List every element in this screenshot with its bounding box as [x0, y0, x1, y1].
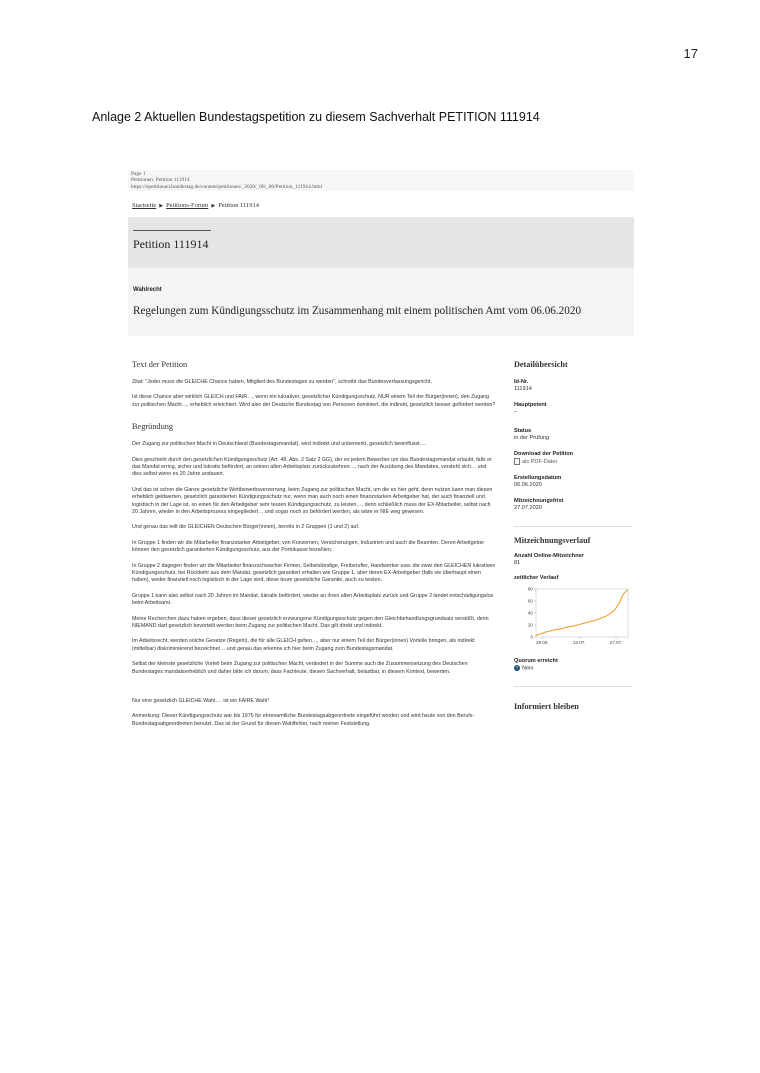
pdf-file-icon: [514, 458, 520, 465]
print-header: [128, 170, 634, 191]
x-tick-label: 13.07.: [572, 639, 586, 645]
reason-paragraph: Selbst der kleinste gesetzliche Vorteil beim Zugang zur politischen Macht, verändert in der Summe auch die Zusammensetzung des Deutschen Bundestages mandatserheblich und daher bitte ich darum, dass Fachleute, diesen Sachverhalt, belastbar, in diesem Kontext, bewerten.: [132, 661, 468, 675]
main-column: [132, 360, 496, 736]
reason-paragraph: In Gruppe 2 dagegen finden wir die Mitarbeiter finanzschwacher Firmen, Selbstständige, Freiberufler, Handwerker usw. die zwar den GLEICHEN lukrativen Kündigungsschutz, bei Rückkehr aus dem Mandat, gesetzlich garantiert erhalten wie Gruppe 1, aber deren EX-Arbeitgeber (falls sie überhaupt einen haben), weder finanziell noch logistisch in der Lage sind, diese teure gesetzliche Garantie, auch zu leisten.: [132, 562, 496, 584]
y-tick-label: 0: [530, 634, 533, 640]
x-tick-label: 29.06.: [536, 639, 549, 645]
reason-paragraph: Und genau das teilt die GLEICHEN Deutschen Bürger(innen), bereits in 2 Gruppen (1 und 2) auf.: [132, 524, 360, 531]
deadline-value: 27.07.2020: [514, 504, 542, 511]
status-label: Status: [514, 427, 532, 434]
detail-title: Detailübersicht: [514, 359, 568, 369]
text-paragraph: Ist diese Chance aber wirklich GLEICH und FAIR…, wenn ein lukrativer, gesetzlicher Kündigungsschutz, NUR einem Teil der Bürger(innen), den Zugang zur politischen Macht…, erheblich erleichtert. Wird also der Deutsche Bundestag von Personen dominiert, die indirekt, gesetzlich besser gefördert werden?: [132, 394, 496, 408]
reason-paragraph: Meine Recherchen dazu haben ergeben, dass dieser gesetzlich erzwungene Kündigungsschutz gegen den Gleichbehandlungsgrundsatz verstößt, denn NIEMAND darf gesetzlich bevorteilt werden beim Zugang zur politischen Macht. Das gilt direkt und indirekt.: [132, 615, 489, 630]
signature-chart-svg: [514, 585, 632, 649]
text-heading: Text der Petition: [132, 359, 188, 369]
quorum-value: Nein: [522, 665, 534, 672]
pdf-download-link[interactable]: [514, 458, 632, 466]
created-label: Erstellungsdatum: [514, 474, 562, 481]
print-header-page: Page 1: [131, 171, 146, 177]
breadcrumb-home-link[interactable]: Startseite: [132, 201, 157, 209]
reason-paragraph: Dies geschieht durch den gesetzlichen Kündigungsschutz (Art. 48, Abs. 2 Satz 2 GG), der es jedem Bewerber um das Bundestagsmandat erlaubt, falls er das Mandat erring, sicher und lukrativ befördert, an seinen alten Arbeitsplatz zurückzukehren…, nach der Ausübung des Mandates, versteht sich… und dies selbst wenn es 20 Jahre andauert.: [132, 456, 492, 478]
print-header-url: https://epetitionen.bundestag.de/content/petitionen/_2020/_06/_06/Petition_111914.html: [131, 183, 323, 190]
created-value: 06.06.2020: [514, 481, 542, 488]
petition-title: Petition 111914: [133, 236, 209, 251]
title-rule: [133, 230, 211, 231]
print-header-title: Petitionen: Petition 111914: [131, 177, 190, 184]
petent-value: –: [514, 408, 518, 415]
document-heading: Anlage 2 Aktuellen Bundestagspetition zu diesem Sachverhalt PETITION 111914: [92, 110, 540, 124]
petent-label: Hauptpetent: [514, 401, 547, 408]
closing-line: Nur eine gesetzlich GLEICHE Wahl…. ist ein FAIRE Wahl!: [132, 698, 269, 705]
y-tick-label: 20: [527, 622, 533, 628]
quorum-value-row: [514, 665, 632, 672]
sidebar: [514, 360, 632, 711]
chart-plot-area: [536, 589, 628, 637]
question-circle-icon[interactable]: ?: [515, 664, 519, 670]
page-number: 17: [683, 46, 698, 61]
id-value: 111914: [514, 385, 532, 392]
reason-paragraph: In Gruppe 1 finden wir die Mitarbeiter finanzstarker Arbeitgeber, von Konzernen, Versicherungen, Industrien und auch die Beamten. Deren Arbeitgeber können den gesetzlich garantierten Kündigungsschutz, aus der Portokasse bezahlen.: [132, 539, 485, 554]
reason-paragraph: Gruppe 1 kann also selbst nach 20 Jahren im Mandat, lukrativ befördert, wieder an ihren alten Arbeitsplatz zurück und Gruppe 2 landet entschädigungslos beim Arbeitsamt.: [132, 592, 494, 607]
reason-heading: Begründung: [132, 422, 174, 432]
text-paragraph: Zitat: "Jeder muss die GLEICHE Chance haben, Mitglied des Bundestages zu werden", schreibt das Bundesverfassungsgericht.: [132, 378, 432, 385]
reason-paragraph: Und das ist schon die Ganze gesetzliche Wettbewerbsverzerrung, beim Zugang zur politischen Macht, um die es hier geht, denn nutzen kann man diesen erheblich geldwerten, gesetzlich garantierten Kündigungsschutz nur, wenn man auch noch einen finanzstarken Arbeitgeber hat, der auch finanziell und logistisch in der Lage ist, so einen für den Arbeitgeber sehr teuren Kündigungsschutz, zu leisten…, denn schließlich muss der EX-Mitarbeiter, selbst nach 20 Jahren, wieder in den Arbeitsprozess eingegliedert… und sogar noch so befördert werden, als wäre er NIE weg gewesen.: [132, 486, 493, 515]
y-tick-label: 40: [527, 610, 533, 616]
reason-paragraph: Im Arbeitsrecht, werden solche Gesetze (Regeln), die für alle GLEICH gelten…, aber nur einem Teil der Bürger(innen) Vorteile bringen, als indirekt (mittelbar) diskriminierend bezeichnet… und genau das erkenne ich hier beim Zugang zum Bundestagsmandat.: [132, 638, 475, 652]
status-value: in der Prüfung: [514, 434, 550, 441]
deadline-label: Mitzeichnungsfrist: [514, 497, 564, 504]
online-label: Anzahl Online-Mitzeichner: [514, 552, 584, 559]
informed-title: Informiert bleiben: [514, 702, 579, 712]
reason-paragraph: Der Zugang zur politischen Macht in Deutschland (Bundestagsmandat), wird indirekt und unbemerkt, gesetzlich beeinflusst….: [132, 441, 427, 448]
history-title: Mitzeichnungsverlauf: [514, 535, 591, 545]
pdf-link-label: als PDF-Datei: [522, 458, 557, 465]
signature-chart: [514, 585, 632, 654]
breadcrumb-arrow-icon: ▶: [159, 203, 164, 209]
category-label: Wahlrecht: [133, 286, 162, 293]
id-label: Id-Nr.: [514, 378, 529, 385]
topic-box: [128, 268, 634, 336]
petition-screenshot: [128, 170, 634, 727]
download-label: Download der Petition: [514, 450, 574, 457]
petition-title-box: [128, 217, 634, 268]
note-paragraph: Anmerkung: Dieser Kündigungsschutz war bis 1975 für ehrenamtliche Bundestagsabgeordnete eingeführt worden und wird heute von den Berufs-Bundestagsabgeordneten benutzt. Das ist der Grund für diesen Wahlfehler, nach meiner Feststellung.: [132, 713, 475, 727]
breadcrumb-arrow-icon: ▶: [211, 203, 216, 209]
quorum-label: Quorum erreicht: [514, 657, 558, 664]
breadcrumb-forum-link[interactable]: Petitions-Forum: [166, 201, 209, 209]
sidebar-divider: [514, 686, 632, 687]
petition-subject: Regelungen zum Kündigungsschutz im Zusammenhang mit einem politischen Amt vom 06.06.2020: [133, 304, 582, 317]
y-tick-label: 80: [527, 586, 533, 592]
timeline-label: zeitlicher Verlauf: [514, 574, 559, 581]
x-tick-label: 27.07.: [609, 639, 623, 645]
y-tick-label: 60: [527, 598, 533, 604]
breadcrumb-current: Petition 111914: [218, 201, 260, 209]
online-value: 81: [514, 559, 521, 566]
sidebar-divider: [514, 526, 632, 527]
breadcrumb: [132, 202, 634, 209]
